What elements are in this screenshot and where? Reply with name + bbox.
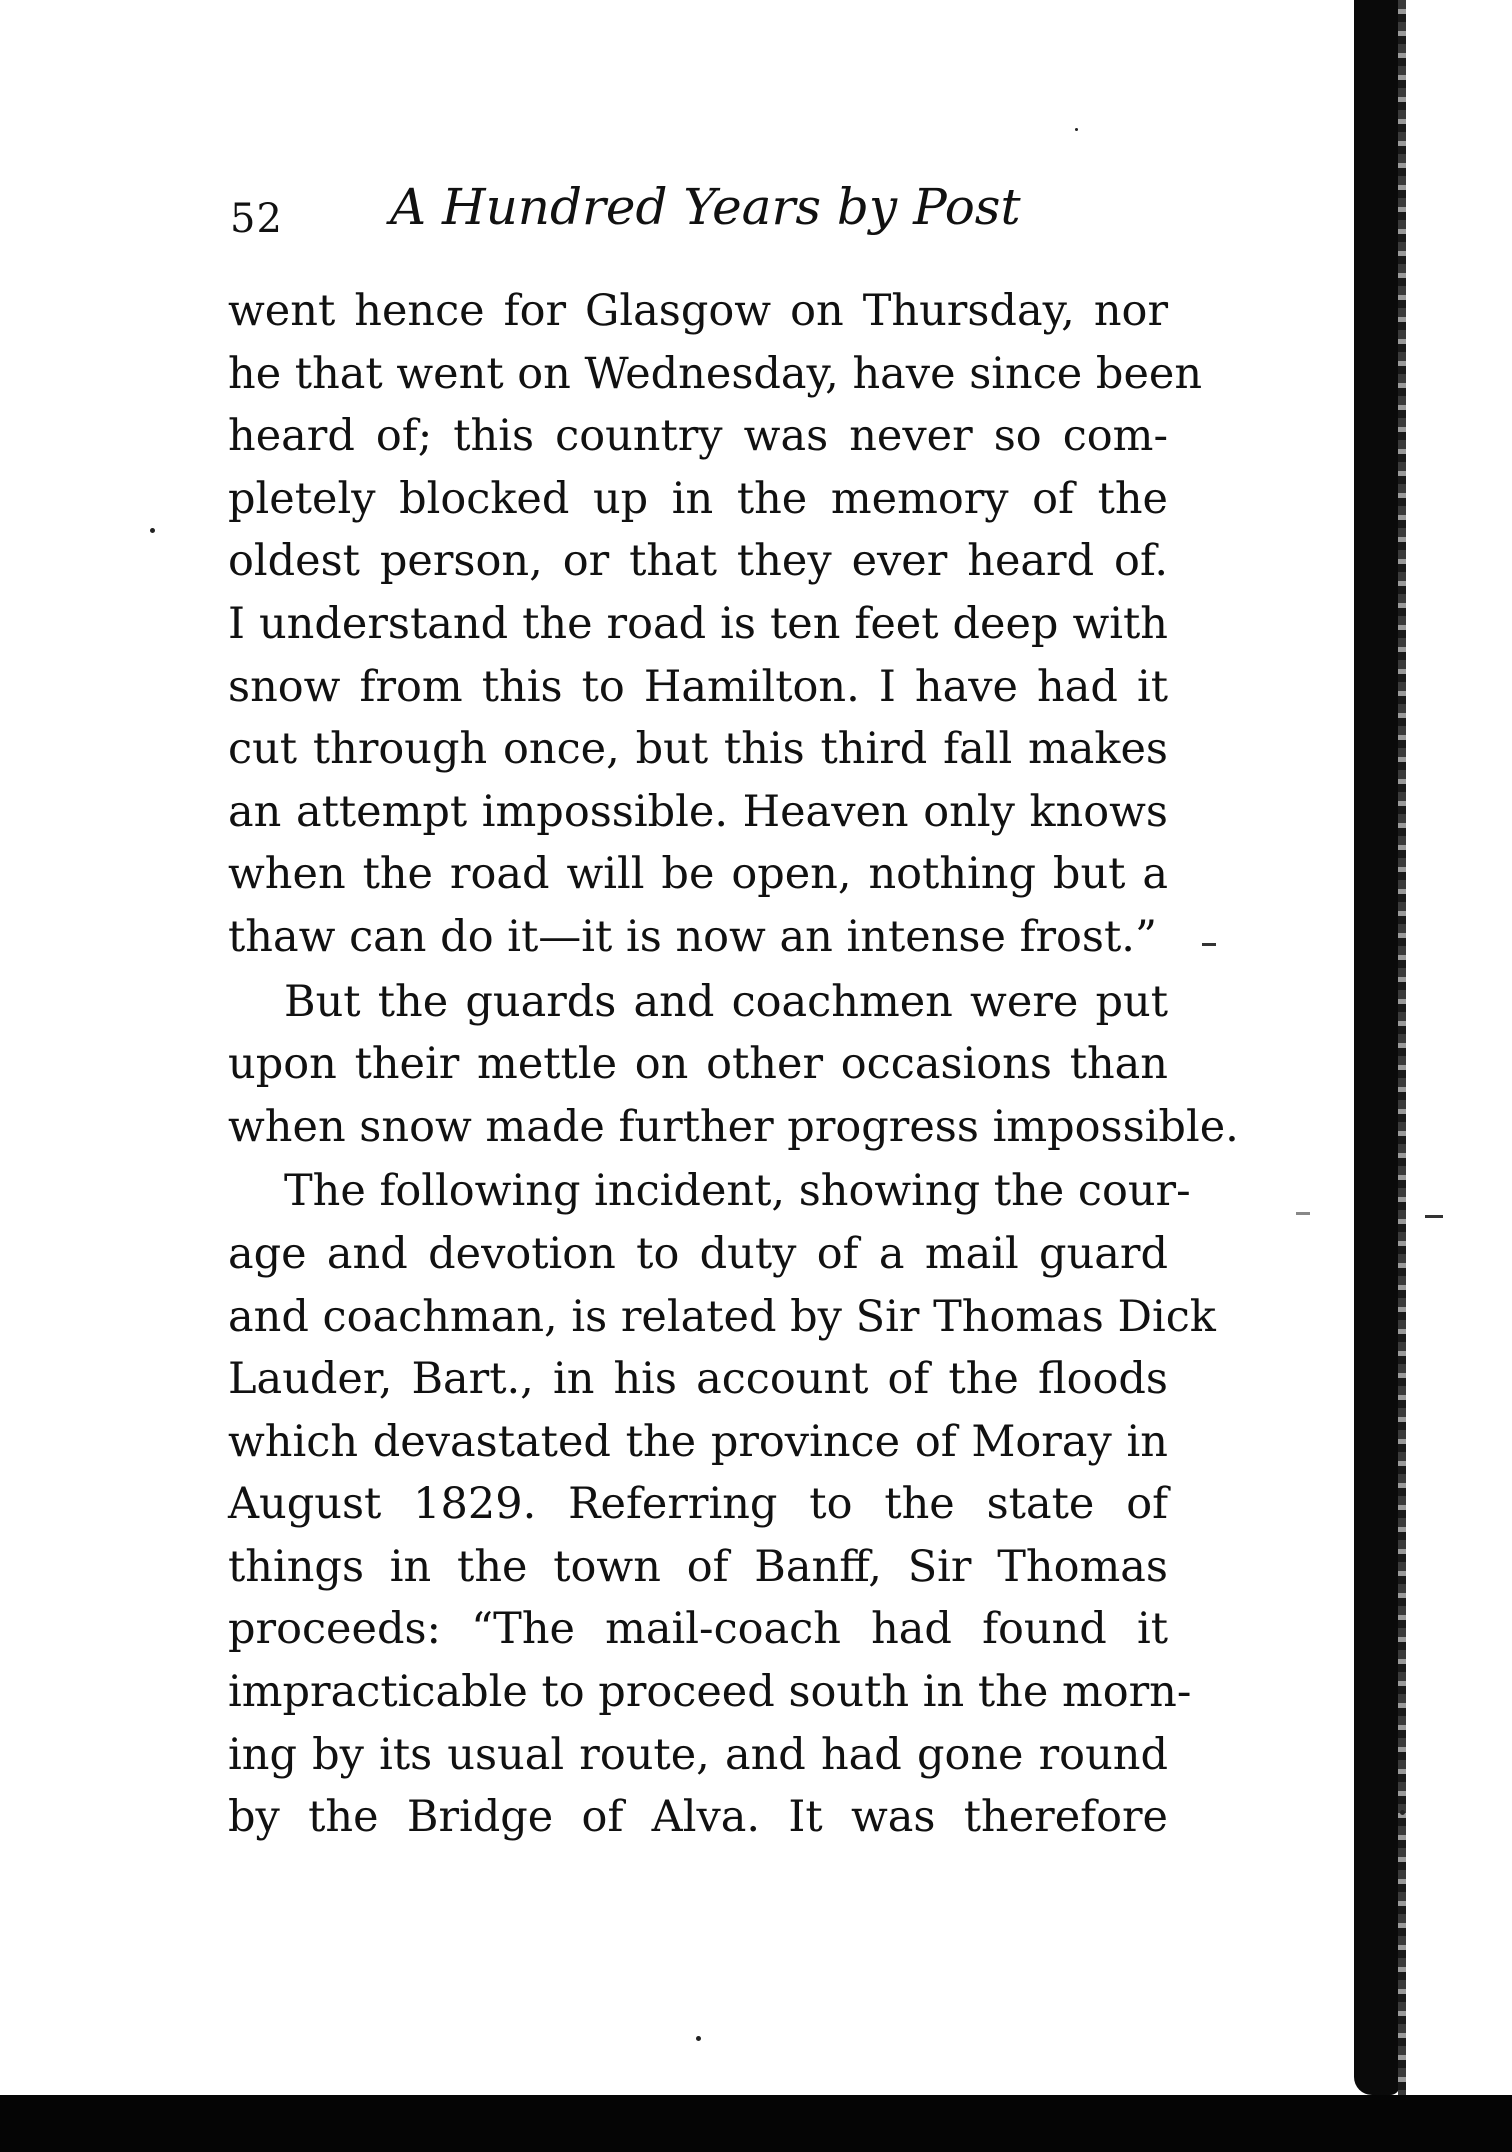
book-spine-shadow (1354, 0, 1400, 2095)
text-line: which devastated the province of Moray in (228, 1416, 1168, 1467)
text-line: cut through once, but this third fall makes (228, 724, 1168, 775)
text-line: I understand the road is ten feet deep with (228, 598, 1168, 649)
text-line: by the Bridge of Alva. It was therefore (228, 1792, 1168, 1843)
scan-speck (150, 528, 155, 533)
spine-edge-texture (1398, 0, 1406, 2095)
page-number: 52 (230, 196, 283, 242)
book-title: A Hundred Years by Post (390, 178, 1021, 236)
scan-speck (696, 2036, 701, 2041)
scan-mark (1425, 1215, 1443, 1218)
text-line: heard of; this country was never so com- (228, 411, 1168, 462)
text-line: and coachman, is related by Sir Thomas Dick (228, 1291, 1216, 1342)
bottom-scan-border (0, 2095, 1512, 2152)
running-head (230, 178, 1180, 248)
text-line: snow from this to Hamilton. I have had it (228, 661, 1168, 712)
scan-speck (1075, 128, 1078, 131)
scan-speck (1400, 1810, 1405, 1815)
text-line: But the guards and coachmen were put (284, 976, 1168, 1027)
text-line: proceeds: “The mail-coach had found it (228, 1604, 1168, 1655)
text-line: upon their mettle on other occasions than (228, 1039, 1168, 1090)
text-line: age and devotion to duty of a mail guard (228, 1228, 1168, 1279)
body-text (228, 280, 1239, 1849)
scan-mark (1296, 1212, 1310, 1215)
text-line: things in the town of Banff, Sir Thomas (228, 1541, 1168, 1592)
text-line: when the road will be open, nothing but a (228, 849, 1168, 900)
text-line: pletely blocked up in the memory of the (228, 473, 1168, 524)
text-line: impracticable to proceed south in the morn- (228, 1667, 1192, 1718)
text-line: when snow made further progress impossible. (228, 1101, 1239, 1152)
text-line: Lauder, Bart., in his account of the floods (228, 1354, 1168, 1405)
text-line: he that went on Wednesday, have since been (228, 348, 1203, 399)
text-line: August 1829. Referring to the state of (228, 1479, 1168, 1530)
text-line: oldest person, or that they ever heard of. (228, 536, 1168, 587)
text-line: The following incident, showing the cour- (284, 1166, 1191, 1217)
text-line: thaw can do it—it is now an intense frost.” (228, 911, 1157, 962)
scan-mark (1202, 943, 1216, 946)
text-line: went hence for Glasgow on Thursday, nor (228, 286, 1168, 336)
text-line: ing by its usual route, and had gone round (228, 1729, 1168, 1780)
text-line: an attempt impossible. Heaven only knows (228, 786, 1168, 837)
